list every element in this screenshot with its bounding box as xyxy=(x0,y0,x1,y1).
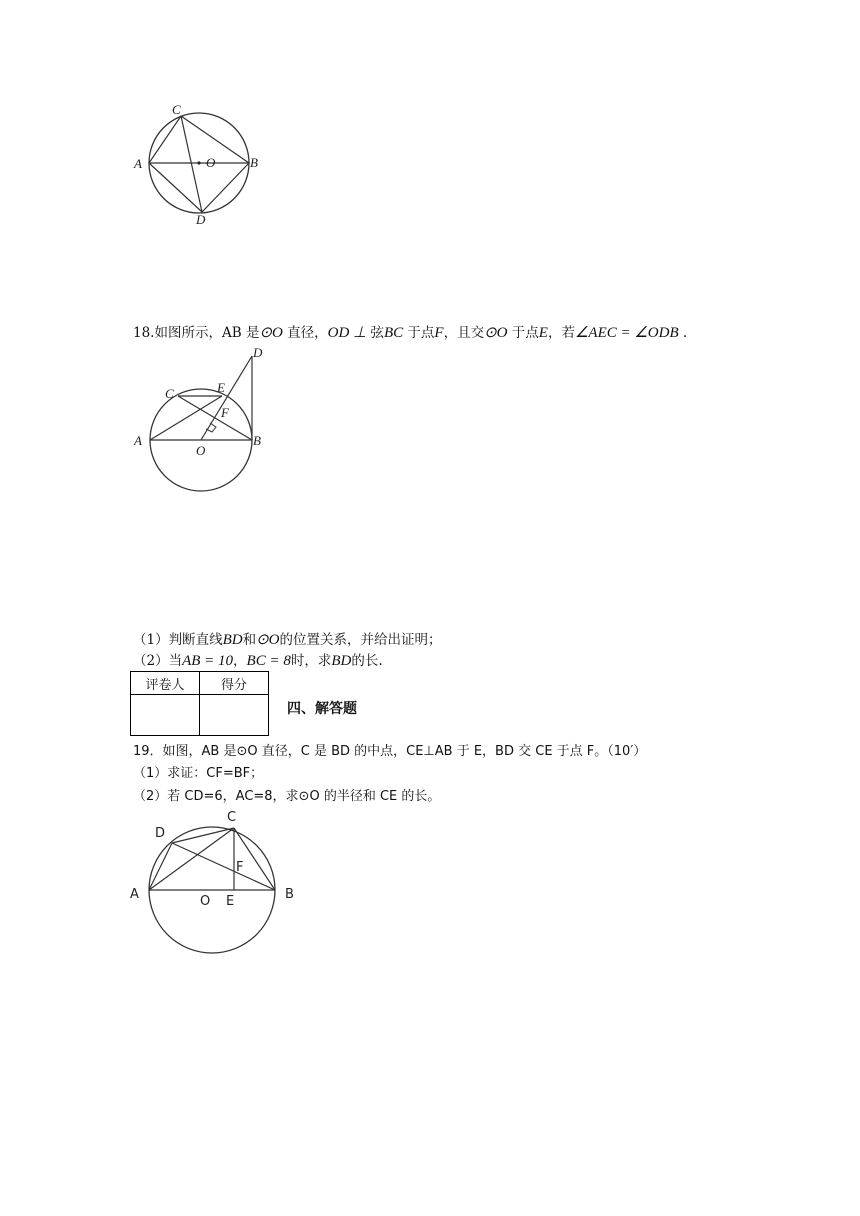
segment-ae xyxy=(150,396,222,440)
figure-q18 xyxy=(130,342,280,494)
q19-part2: （2）若 CD=6，AC=8，求⊙O 的半径和 CE 的长。 xyxy=(133,789,441,804)
grader-cell[interactable] xyxy=(131,695,200,736)
q18-stem: 18.如图所示，AB 是⊙O 直径，OD ⊥ 弦BC 于点F，且交⊙O 于点E，若∠AEC = ∠ODB . xyxy=(133,325,688,341)
figure-q17 xyxy=(128,98,278,233)
label-f: F xyxy=(221,405,229,420)
label-c: C xyxy=(227,810,237,825)
label-b: B xyxy=(253,433,261,448)
label-e: E xyxy=(226,894,235,909)
label-d: D xyxy=(196,212,206,227)
grader-header: 评卷人 xyxy=(131,672,200,695)
section-heading: 四、解答题 xyxy=(287,701,357,717)
figure-q19 xyxy=(122,805,302,960)
score-cell[interactable] xyxy=(200,695,269,736)
q18-number: 18. xyxy=(133,325,155,341)
label-a: A xyxy=(134,433,142,448)
label-o: O xyxy=(200,894,211,909)
center-point xyxy=(197,161,200,164)
label-b: B xyxy=(250,155,258,170)
label-o: O xyxy=(206,155,216,170)
q18-part1: （1）判断直线BD和⊙O的位置关系，并给出证明； xyxy=(133,632,442,648)
label-b: B xyxy=(285,887,294,902)
score-table xyxy=(130,671,269,736)
score-header: 得分 xyxy=(200,672,269,695)
label-e: E xyxy=(217,380,225,395)
q18-part2: （2）当AB = 10，BC = 8时，求BD的长. xyxy=(133,653,383,669)
label-d: D xyxy=(155,826,166,841)
segment-ad xyxy=(149,843,172,890)
segment-od xyxy=(201,356,252,440)
label-d: D xyxy=(253,345,263,360)
label-a: A xyxy=(130,887,139,902)
label-c: C xyxy=(165,386,174,401)
q19-part1: （1）求证：CF=BF； xyxy=(133,766,264,781)
label-f: F xyxy=(236,860,244,875)
label-a: A xyxy=(134,156,142,171)
q19-stem: 19．如图，AB 是⊙O 直径，C 是 BD 的中点，CE⊥AB 于 E，BD 交 CE 于点 F。（10′） xyxy=(133,744,647,759)
label-c: C xyxy=(172,102,181,117)
label-o: O xyxy=(196,443,206,458)
